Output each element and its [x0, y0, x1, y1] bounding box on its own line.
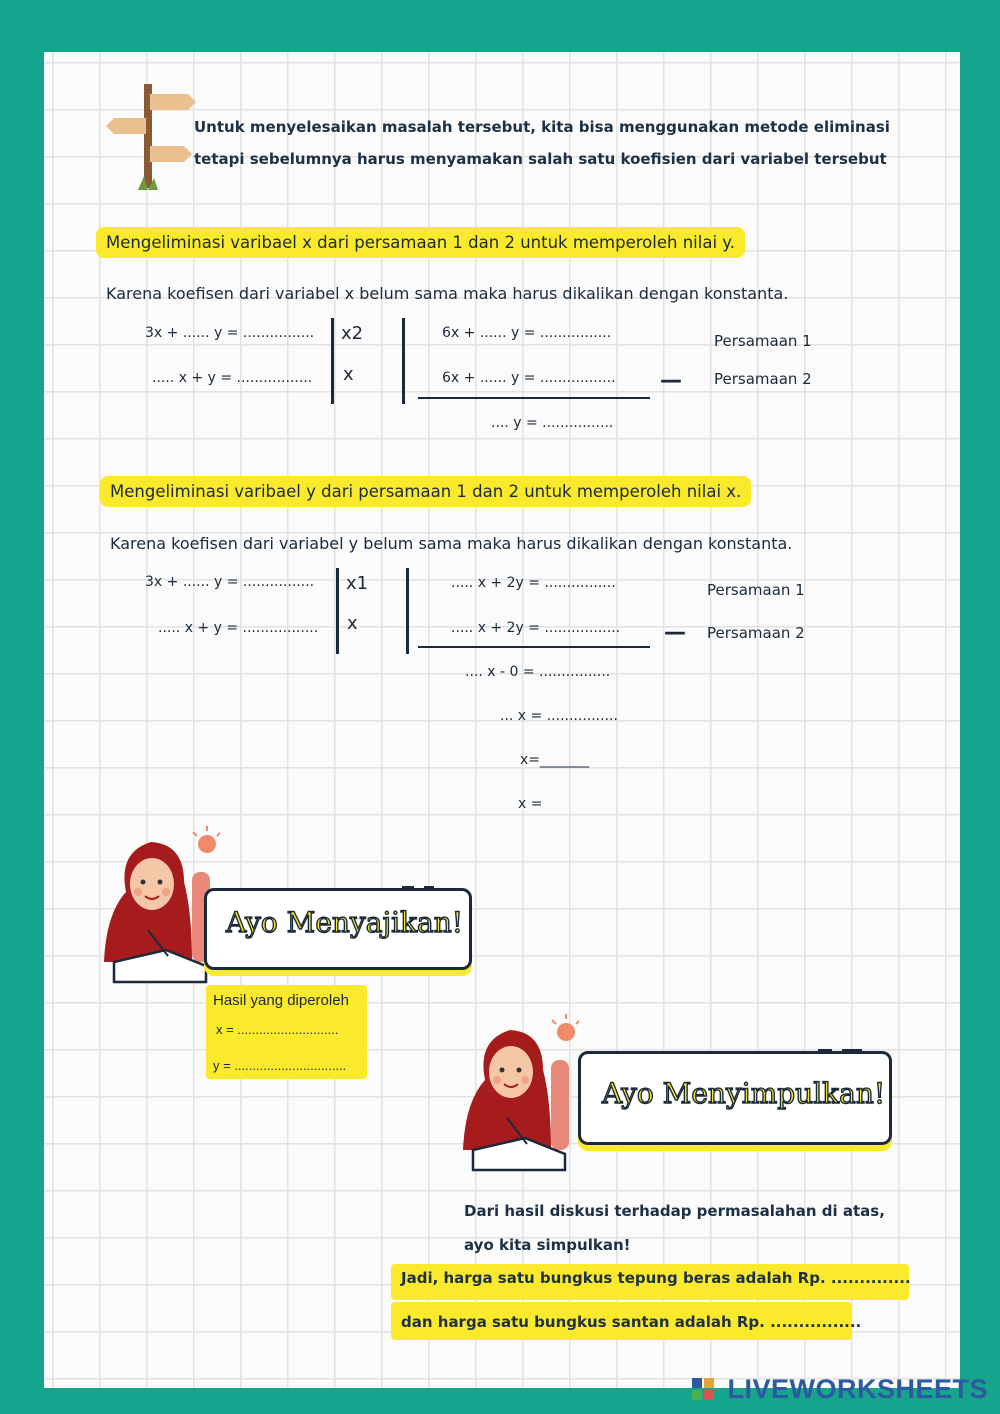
presentation-banner-title: Ayo Menyajikan!: [226, 906, 464, 939]
section-x-divider-2: [402, 318, 405, 404]
section-y-label-2: Persamaan 2: [707, 624, 805, 642]
intro-line-1: Untuk menyelesaikan masalah tersebut, kita bisa menggunakan metode eliminasi: [194, 118, 890, 136]
section-x-minus-sign: —: [660, 368, 682, 393]
section-x-left-eq2[interactable]: ..... x + y = .................: [152, 370, 313, 386]
section-x-right-eq2[interactable]: 6x + ...... y = .................: [442, 370, 616, 386]
section-x-divider-1: [331, 318, 334, 404]
section-y-step-4[interactable]: x =: [518, 796, 543, 812]
section-y-heading: Mengeliminasi varibael y dari persamaan 1 dan 2 untuk memperoleh nilai x.: [100, 476, 751, 507]
liveworksheets-logo-icon: [692, 1378, 716, 1402]
signpost-icon: [104, 80, 198, 195]
section-x-mult2: x: [343, 364, 354, 385]
section-x-sum-line: [418, 397, 650, 399]
section-y-minus-sign: —: [664, 620, 686, 645]
conclusion-banner-title: Ayo Menyimpulkan!: [602, 1077, 886, 1110]
banner-dash: [818, 1049, 832, 1052]
section-y-step-2[interactable]: ... x = ................: [500, 708, 618, 724]
result-box-title: Hasil yang diperoleh: [213, 992, 349, 1009]
section-y-divider-2: [406, 568, 409, 654]
section-y-step-1[interactable]: .... x - 0 = ................: [465, 664, 611, 680]
section-y-step-3[interactable]: x=_______: [520, 752, 590, 768]
section-x-label-1: Persamaan 1: [714, 332, 812, 350]
intro-line-2: tetapi sebelumnya harus menyamakan salah satu koefisien dari variabel tersebut: [194, 150, 887, 168]
section-y-sum-line: [418, 646, 650, 648]
conclusion-answer-2[interactable]: dan harga satu bungkus santan adalah Rp. ................: [401, 1313, 862, 1331]
section-x-result[interactable]: .... y = ................: [491, 415, 614, 431]
section-x-reason: Karena koefisen dari variabel x belum sama maka harus dikalikan dengan konstanta.: [106, 284, 789, 303]
section-y-label-1: Persamaan 1: [707, 581, 805, 599]
liveworksheets-watermark: LIVEWORKSHEETS: [727, 1374, 988, 1404]
section-x-heading: Mengeliminasi varibael x dari persamaan 1 dan 2 untuk memperoleh nilai y.: [96, 227, 745, 258]
section-y-mult1: x1: [346, 573, 369, 594]
section-x-label-2: Persamaan 2: [714, 370, 812, 388]
conclusion-prompt-1: Dari hasil diskusi terhadap permasalahan di atas,: [464, 1202, 885, 1220]
conclusion-prompt-2: ayo kita simpulkan!: [464, 1236, 631, 1254]
section-y-right-eq1[interactable]: ..... x + 2y = ................: [451, 575, 616, 591]
section-x-mult1: x2: [341, 323, 364, 344]
student-girl-icon: [455, 1010, 579, 1178]
section-y-left-eq1[interactable]: 3x + ...... y = ................: [145, 574, 315, 590]
conclusion-answer-1[interactable]: Jadi, harga satu bungkus tepung beras adalah Rp. ..............: [401, 1269, 911, 1287]
section-y-left-eq2[interactable]: ..... x + y = .................: [158, 620, 319, 636]
banner-dash: [842, 1049, 862, 1052]
section-y-mult2: x: [347, 613, 358, 634]
section-x-left-eq1[interactable]: 3x + ...... y = ................: [145, 325, 315, 341]
student-girl-icon: [96, 822, 220, 990]
section-y-reason: Karena koefisen dari variabel y belum sama maka harus dikalikan dengan konstanta.: [110, 534, 793, 553]
section-x-right-eq1[interactable]: 6x + ...... y = ................: [442, 325, 612, 341]
result-y-field[interactable]: y = ...............................: [213, 1058, 347, 1073]
section-y-right-eq2[interactable]: ..... x + 2y = .................: [451, 620, 621, 636]
banner-dash: [402, 886, 414, 889]
banner-dash: [424, 886, 434, 889]
result-x-field[interactable]: x = ............................: [216, 1022, 339, 1037]
section-y-divider-1: [336, 568, 339, 654]
